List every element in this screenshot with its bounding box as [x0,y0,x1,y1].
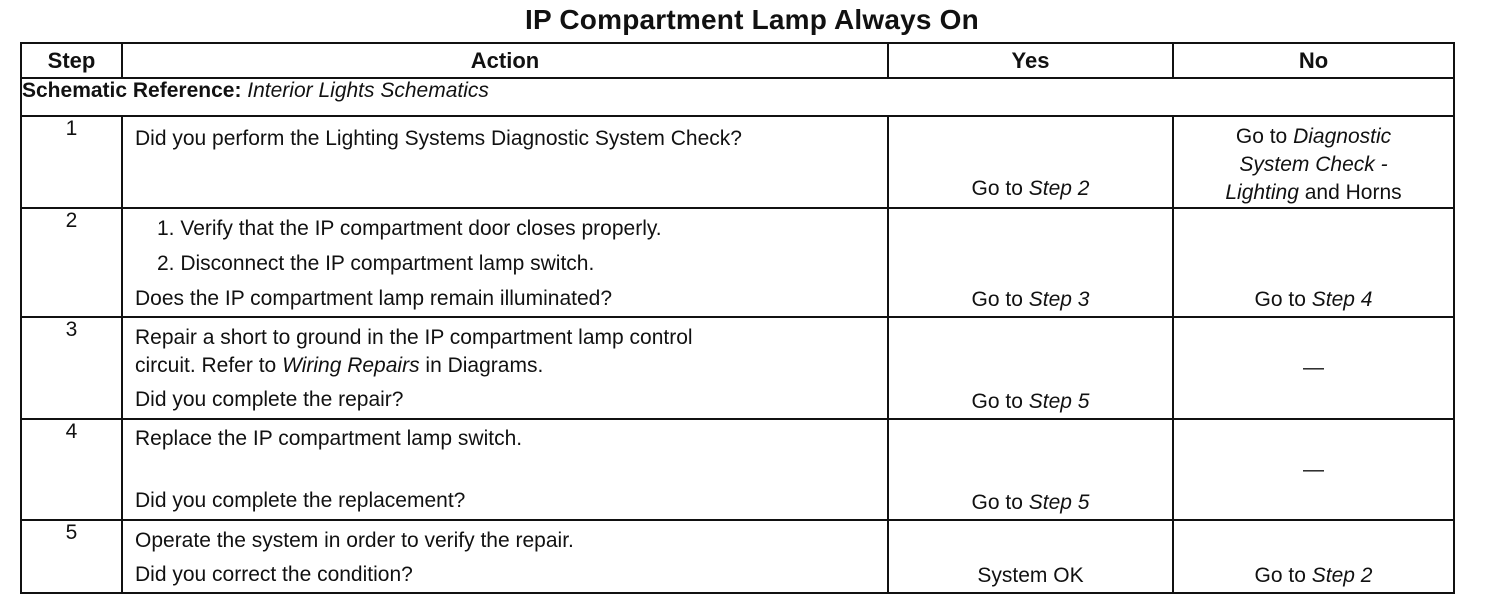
no-dash: — [1303,356,1324,379]
diagnostic-table [20,42,1455,594]
action-text: Replace the IP compartment lamp switch. [135,427,523,450]
no-dash: — [1303,457,1324,481]
no-suffix: and Horns [1304,181,1402,204]
action-list-item: 1. Verify that the IP compartment door closes properly. [157,217,662,240]
yes-cell [888,317,1173,419]
yes-prefix: Go to [971,390,1023,413]
action-cell [122,520,888,593]
yes-link[interactable]: Step 5 [1028,491,1090,514]
action-cell [122,419,888,520]
yes-text: System OK [977,564,1084,587]
yes-cell [888,419,1173,520]
action-question: Did you complete the replacement? [135,489,466,512]
yes-prefix: Go to [971,491,1023,514]
yes-link[interactable]: Step 5 [1028,390,1090,413]
table-row [21,208,1454,317]
action-text: circuit. Refer to [135,354,277,377]
yes-cell [888,208,1173,317]
yes-link[interactable]: Step 3 [1028,288,1090,311]
no-prefix: Go to [1254,288,1306,311]
yes-prefix: Go to [971,177,1023,200]
action-question: Did you correct the condition? [135,563,413,586]
no-cell [1173,520,1454,593]
no-cell [1173,419,1454,520]
schematic-reference-link[interactable]: Interior Lights Schematics [247,79,489,102]
yes-cell [888,520,1173,593]
no-link-cont2[interactable]: Lighting [1225,181,1299,204]
table-row [21,116,1454,208]
yes-link[interactable]: Step 2 [1028,177,1090,200]
no-cell [1173,116,1454,208]
step-number: 3 [21,317,122,419]
step-number: 5 [21,520,122,593]
action-question: Does the IP compartment lamp remain illuminated? [135,287,613,310]
no-link[interactable]: Step 4 [1311,288,1373,311]
yes-cell [888,116,1173,208]
no-prefix: Go to [1235,125,1288,148]
action-list-item: 2. Disconnect the IP compartment lamp switch. [157,252,595,275]
step-number: 2 [21,208,122,317]
no-prefix: Go to [1254,564,1306,587]
schematic-reference-row [21,78,1454,116]
header-yes: Yes [888,43,1173,78]
step-number: 4 [21,419,122,520]
table-row [21,317,1454,419]
action-text: Did you perform the Lighting Systems Diagnostic System Check? [135,127,742,150]
no-link[interactable]: Diagnostic [1293,125,1392,148]
header-row [21,43,1454,78]
no-cell [1173,208,1454,317]
schematic-reference [21,78,1454,116]
action-question: Did you complete the repair? [135,388,404,411]
action-cell [122,116,888,208]
page-title: IP Compartment Lamp Always On [525,4,979,35]
header-action: Action [122,43,888,78]
step-number: 1 [21,116,122,208]
action-text: in Diagrams. [425,354,544,377]
no-link[interactable]: Step 2 [1311,564,1373,587]
action-text: Operate the system in order to verify the repair. [135,529,574,552]
yes-prefix: Go to [971,288,1023,311]
action-cell [122,208,888,317]
schematic-reference-label: Schematic Reference: [22,79,242,102]
wiring-repairs-link[interactable]: Wiring Repairs [282,354,420,377]
table-row [21,520,1454,593]
action-cell [122,317,888,419]
no-link-cont[interactable]: System Check - [1239,153,1388,176]
no-cell [1173,317,1454,419]
action-text: Repair a short to ground in the IP compartment lamp control [135,326,693,349]
header-no: No [1173,43,1454,78]
header-step: Step [21,43,122,78]
table-row [21,419,1454,520]
